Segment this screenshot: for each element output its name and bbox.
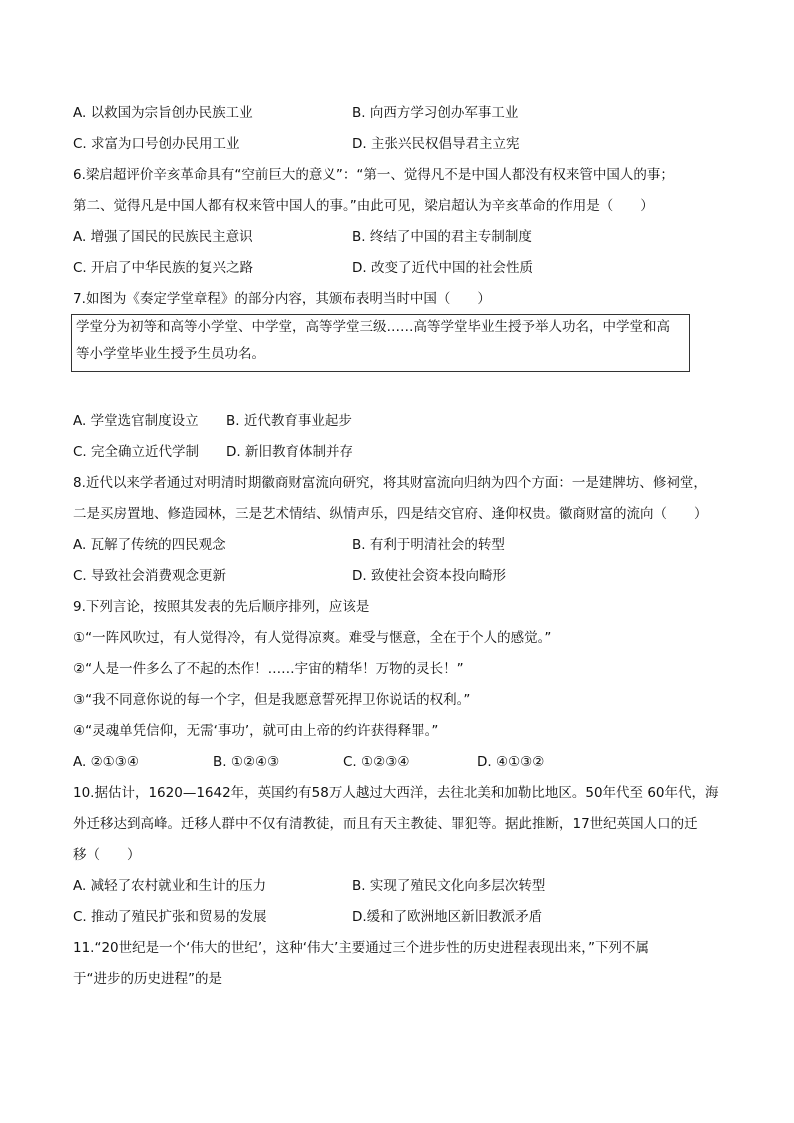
q8-stem-line1: 8.近代以来学者通过对明清时期徽商财富流向研究，将其财富流向归纳为四个方面：一是建牌坊、修祠堂， xyxy=(73,475,707,491)
q9-option-c: C. ①②③④ xyxy=(343,754,410,770)
q9-option-d: D. ④①③② xyxy=(477,754,545,770)
q10-option-c: C. 推动了殖民扩张和贸易的发展 xyxy=(73,909,267,925)
q5-option-c: C. 求富为口号创办民用工业 xyxy=(73,136,240,152)
q9-stem: 9.下列言论，按照其发表的先后顺序排列，应该是 xyxy=(73,599,370,615)
q10-stem-line3: 移（ ） xyxy=(73,847,141,863)
q9-item-3: ③“我不同意你说的每一个字，但是我愿意誓死捍卫你说话的权利。” xyxy=(73,692,471,708)
q7-option-b: B. 近代教育事业起步 xyxy=(226,413,352,429)
q7-quote-box xyxy=(71,314,690,372)
q9-option-b: B. ①②④③ xyxy=(213,754,280,770)
q6-option-b: B. 终结了中国的君主专制制度 xyxy=(352,229,532,245)
q9-option-a: A. ②①③④ xyxy=(73,754,139,770)
q11-stem-line1: 11.“20世纪是一个‘伟大的世纪’，这种‘伟大’主要通过三个进步性的历史进程表现出来，”下列不属 xyxy=(73,940,650,956)
q5-option-a: A. 以救国为宗旨创办民族工业 xyxy=(73,105,253,121)
q6-stem-line2: 第二、觉得凡是中国人都有权来管中国人的事。”由此可见，梁启超认为辛亥革命的作用是（ ） xyxy=(73,198,654,214)
q8-option-a: A. 瓦解了传统的四民观念 xyxy=(73,537,226,553)
q10-stem-line2: 外迁移达到高峰。迁移人群中不仅有清教徒，而且有天主教徒、罪犯等。据此推断，17世纪英国人口的迁 xyxy=(73,816,698,832)
q9-item-4: ④“灵魂单凭信仰，无需‘事功’，就可由上帝的约许获得释罪。” xyxy=(73,723,439,739)
q6-stem-line1: 6.梁启超评价辛亥革命具有“空前巨大的意义”：“第一、觉得凡不是中国人都没有权来管中国人的事； xyxy=(73,167,674,183)
q6-option-d: D. 改变了近代中国的社会性质 xyxy=(352,260,533,276)
q7-option-c: C. 完全确立近代学制 xyxy=(73,444,200,460)
q7-quote-line1: 学堂分为初等和高等小学堂、中学堂，高等学堂三级……高等学堂毕业生授予举人功名，中学堂和高 xyxy=(76,319,670,335)
q10-stem-line1: 10.据估计，1620—1642年，英国约有58万人越过大西洋，去往北美和加勒比地区。50年代至 60年代，海 xyxy=(73,785,719,801)
q9-item-2: ②“人是一件多么了不起的杰作！……宇宙的精华！万物的灵长！” xyxy=(73,661,464,677)
q10-option-b: B. 实现了殖民文化向多层次转型 xyxy=(352,878,546,894)
q10-option-d: D.缓和了欧洲地区新旧教派矛盾 xyxy=(352,909,543,925)
q7-option-a: A. 学堂选官制度设立 xyxy=(73,413,199,429)
q8-option-d: D. 致使社会资本投向畸形 xyxy=(352,568,506,584)
q6-option-c: C. 开启了中华民族的复兴之路 xyxy=(73,260,254,276)
q5-option-d: D. 主张兴民权倡导君主立宪 xyxy=(352,136,520,152)
q8-stem-line2: 二是买房置地、修造园林，三是艺术情结、纵情声乐，四是结交官府、逢仰权贵。徽商财富的流向（ ） xyxy=(73,506,708,522)
q8-option-c: C. 导致社会消费观念更新 xyxy=(73,568,227,584)
q11-stem-line2: 于“进步的历史进程”的是 xyxy=(73,971,222,987)
q10-option-a: A. 减轻了农村就业和生计的压力 xyxy=(73,878,267,894)
q7-stem: 7.如图为《奏定学堂章程》的部分内容，其颁布表明当时中国（ ） xyxy=(73,291,491,307)
q7-option-d: D. 新旧教育体制并存 xyxy=(226,444,353,460)
q9-item-1: ①“一阵风吹过，有人觉得冷，有人觉得凉爽。难受与惬意，全在于个人的感觉。” xyxy=(73,630,552,646)
q7-quote-line2: 等小学堂毕业生授予生员功名。 xyxy=(76,346,265,362)
q8-option-b: B. 有利于明清社会的转型 xyxy=(352,537,505,553)
q5-option-b: B. 向西方学习创办军事工业 xyxy=(352,105,519,121)
q6-option-a: A. 增强了国民的民族民主意识 xyxy=(73,229,253,245)
